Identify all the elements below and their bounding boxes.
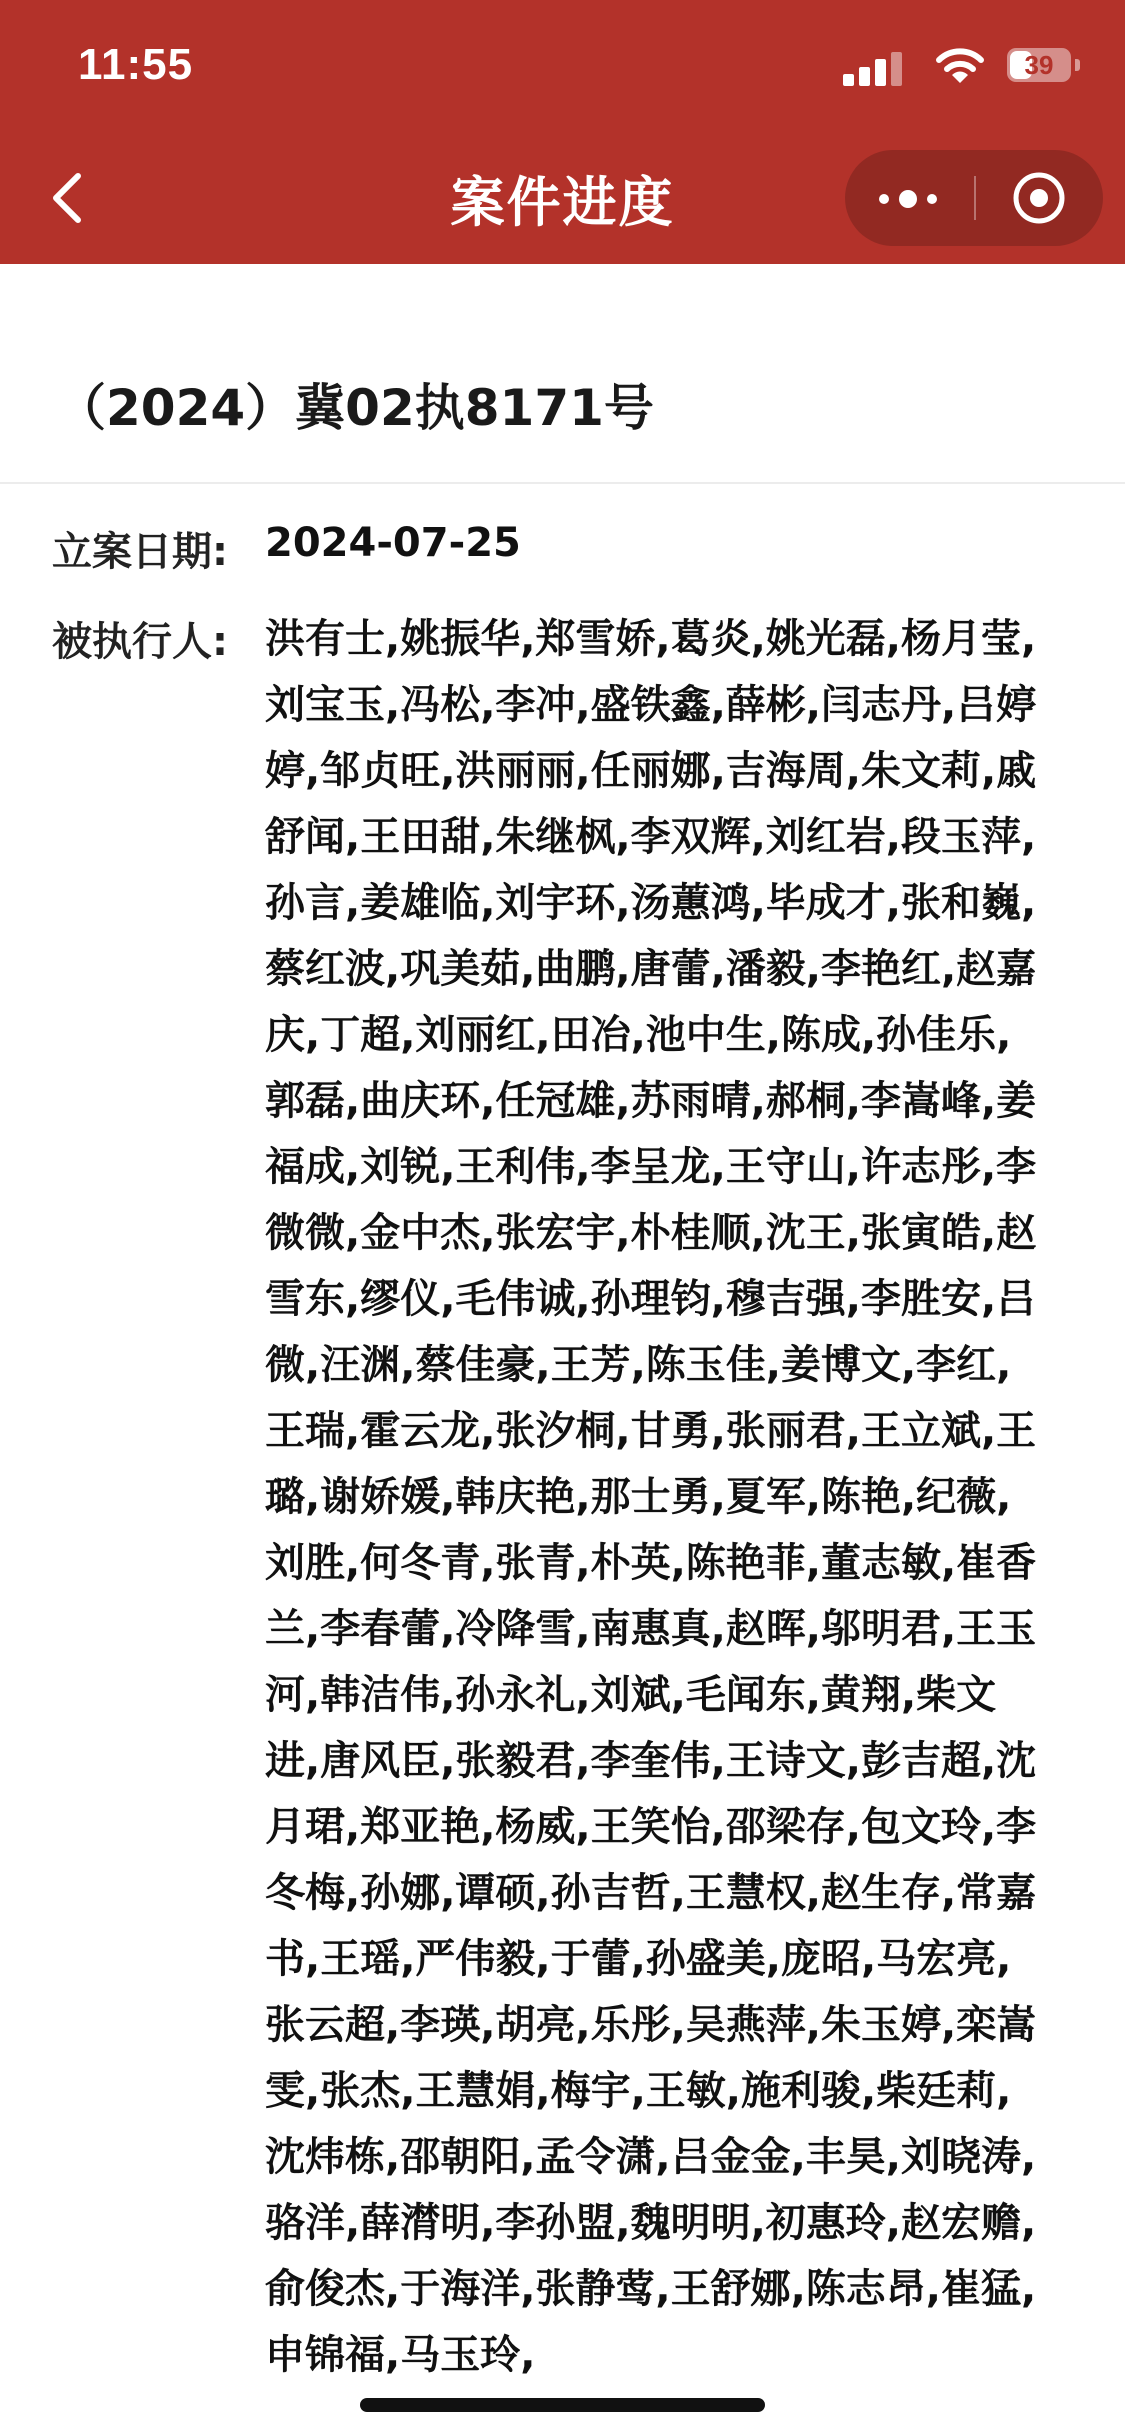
status-time: 11:55 — [78, 40, 194, 89]
status-icons — [843, 46, 1083, 90]
filing-date-label: 立案日期: — [52, 529, 228, 575]
header-bar — [0, 0, 1125, 264]
respondent-list: 洪有士,姚振华,郑雪娇,葛炎,姚光磊,杨月莹,刘宝玉,冯松,李冲,盛铁鑫,薛彬,闫志丹,吕婷婷,邹贞旺,洪丽丽,任丽娜,吉海周,朱文莉,戚舒闻,王田甜,朱继枫,李双辉,刘红岩,段玉萍,孙言,姜雄临,刘宇环,汤蕙鸿,毕成才,张和巍,蔡红波,巩美茹,曲鹏,唐蕾,潘毅,李艳红,赵嘉庆,丁超,刘丽红,田冶,池中生,陈成,孙佳乐,郭磊,曲庆环,任冠雄,苏雨晴,郝桐,李嵩峰,姜福成,刘锐,王利伟,李呈龙,王守山,许志彤,李微微,金中杰,张宏宇,朴桂顺,沈王,张寅皓,赵雪东,缪仪,毛伟诚,孙理钧,穆吉强,李胜安,吕微,汪渊,蔡佳豪,王芳,陈玉佳,姜博文,李红,王瑞,霍云龙,张汐桐,甘勇,张丽君,王立斌,王璐,谢娇媛,韩庆艳,那士勇,夏军,陈艳,纪薇,刘胜,何冬青,张青,朴英,陈艳菲,董志敏,崔香兰,李春蕾,冷降雪,南惠真,赵晖,邬明君,王玉河,韩洁伟,孙永礼,刘斌,毛闻东,黄翔,柴文进,唐风臣,张毅君,李奎伟,王诗文,彭吉超,沈月珺,郑亚艳,杨威,王笑怡,邵梁存,包文玲,李冬梅,孙娜,谭硕,孙吉哲,王慧权,赵生存,常嘉书,王瑶,严伟毅,于蕾,孙盛美,庞昭,马宏亮,张云超,李瑛,胡亮,乐彤,吴燕萍,朱玉婷,栾嵩雯,张杰,王慧娟,梅宇,王敏,施利骏,柴廷莉,沈炜栋,邵朝阳,孟令潇,吕金金,丰昊,刘晓涛,骆洋,薛潸明,李孙盟,魏明明,初惠玲,赵宏赡,俞俊杰,于海洋,张静莺,王舒娜,陈志昂,崔猛,申锦福,马玉玲, — [265, 616, 1037, 2378]
mini-program-capsule — [845, 150, 1103, 246]
target-close-icon — [1011, 170, 1067, 226]
respondent-label: 被执行人: — [52, 619, 228, 665]
battery-level: 39 — [1024, 50, 1054, 80]
case-number-section — [0, 264, 1125, 484]
page-title: 案件进度 — [450, 171, 675, 234]
case-number: （2024）冀02执8171号 — [56, 379, 654, 437]
battery-icon — [1007, 48, 1071, 82]
close-button[interactable] — [976, 150, 1103, 246]
filing-date-value: 2024-07-25 — [265, 520, 521, 566]
home-indicator[interactable] — [360, 2398, 765, 2412]
more-button[interactable] — [845, 150, 973, 246]
battery-nub — [1075, 59, 1080, 71]
wifi-icon — [935, 46, 985, 86]
cellular-signal-icon — [843, 50, 903, 86]
